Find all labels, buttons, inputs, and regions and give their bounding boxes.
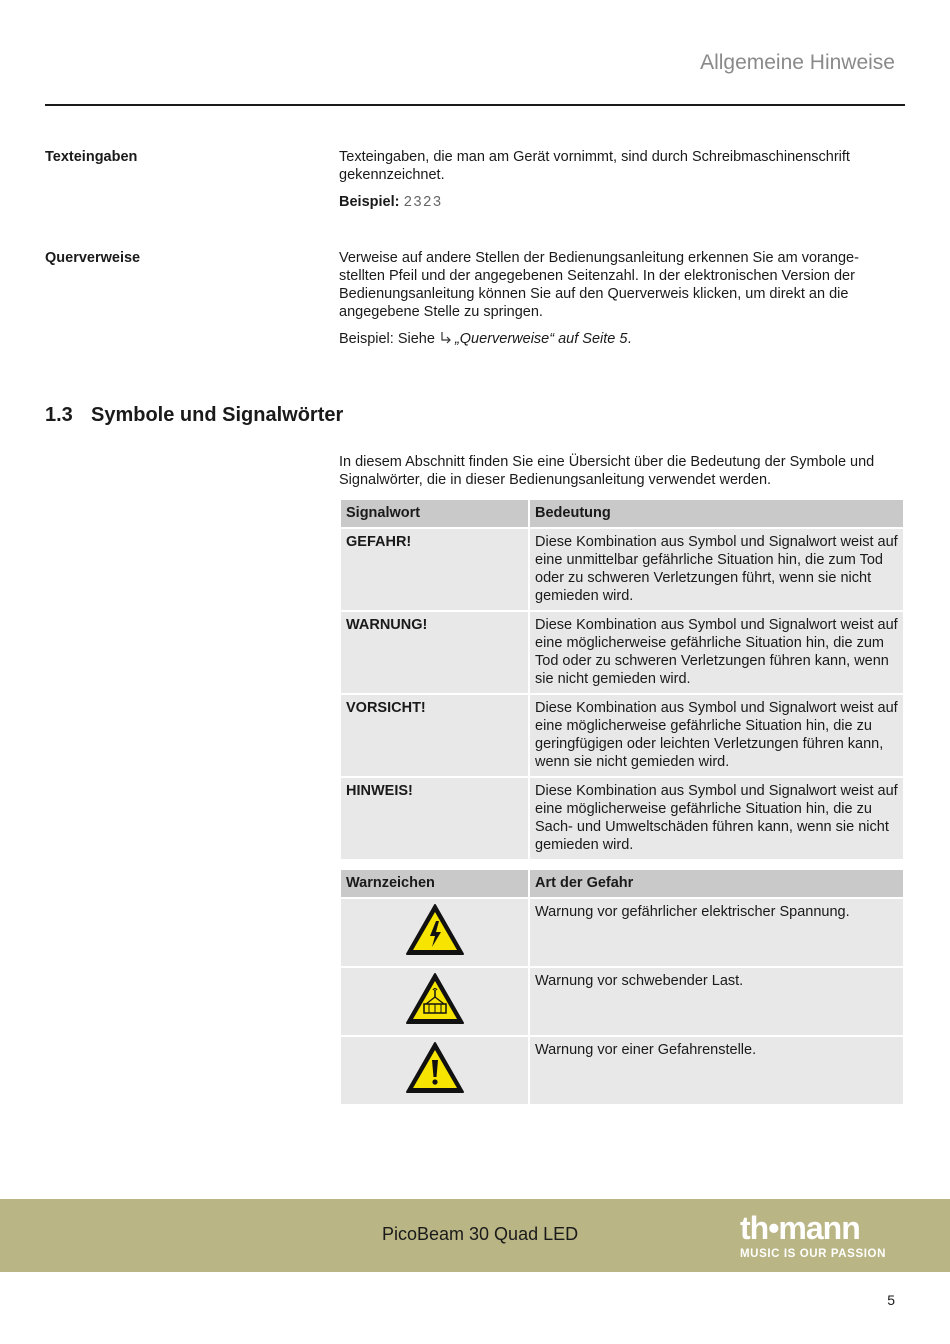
querverweise-example (339, 330, 884, 348)
hazard-description: Warnung vor gefährlicher elektrischer Spannung. (530, 899, 903, 966)
querverweise-description (339, 249, 884, 357)
general-danger-warning-icon (405, 1041, 465, 1095)
signal-word-table (339, 498, 905, 861)
warning-sign-table (339, 868, 905, 1106)
table-row (341, 1037, 903, 1104)
cross-reference-arrow-icon (439, 331, 453, 345)
column-header: Signalwort (341, 500, 528, 527)
signal-word: WARNUNG! (341, 612, 528, 693)
column-header: Art der Gefahr (530, 870, 903, 897)
table-row (341, 778, 903, 859)
table-row (341, 899, 903, 966)
table-row (341, 968, 903, 1035)
hazard-description: Warnung vor schwebender Last. (530, 968, 903, 1035)
texteingaben-label: Texteingaben (45, 149, 138, 165)
column-header: Bedeutung (530, 500, 903, 527)
page-number: 5 (887, 1292, 895, 1308)
signal-meaning: Diese Kombination aus Symbol und Signalwort weist auf eine unmittelbar gefährliche Situation hin, die zum Tod oder zu schweren Verletzungen führt, wenn sie nicht gemieden wird. (530, 529, 903, 610)
hazard-description: Warnung vor einer Gefahrenstelle. (530, 1037, 903, 1104)
table-header-row (341, 500, 903, 527)
warning-icon-cell (341, 1037, 528, 1104)
running-header: Allgemeine Hinweise (700, 51, 895, 74)
logo-tagline: MUSIC IS OUR PASSION (740, 1248, 886, 1260)
warning-icon-cell (341, 968, 528, 1035)
section-intro: In diesem Abschnitt finden Sie eine Übersicht über die Bedeutung der Symbole und Signalwörter, die in dieser Bedienungsanleitung verwendet werden. (339, 454, 875, 488)
section-heading (45, 402, 343, 428)
signal-word: GEFAHR! (341, 529, 528, 610)
signal-word: HINWEIS! (341, 778, 528, 859)
electric-voltage-warning-icon (405, 903, 465, 957)
section-title: Symbole und Signalwörter (91, 404, 344, 426)
example-value: 2323 (403, 195, 443, 211)
table-header-row (341, 870, 903, 897)
thomann-logo (740, 1212, 900, 1262)
texteingaben-description (339, 148, 884, 221)
table-row (341, 695, 903, 776)
table-row (341, 529, 903, 610)
signal-meaning: Diese Kombination aus Symbol und Signalwort weist auf eine möglicherweise gefährliche Situation hin, die zu Sach- und Umweltschäden führen kann, wenn sie nicht gemieden wird. (530, 778, 903, 859)
querverweise-body: Verweise auf andere Stellen der Bedienungsanleitung erkennen Sie am vorangestellten Pfeil und der angegebenen Seitenzahl. In der elektronischen Version der Bedienungsanleitung können Sie auf den Querverweis klicken, um direkt an die angegebene Stelle zu springen. (339, 250, 859, 320)
signal-meaning: Diese Kombination aus Symbol und Signalwort weist auf eine möglicherweise gefährliche Situation hin, die zum Tod oder zu schweren Verletzungen führen kann, wenn sie nicht gemieden wird. (530, 612, 903, 693)
signal-word: VORSICHT! (341, 695, 528, 776)
texteingaben-body: Texteingaben, die man am Gerät vornimmt, sind durch Schreibmaschinenschrift gekennzeichnet. (339, 149, 850, 183)
suspended-load-warning-icon (405, 972, 465, 1026)
example-suffix: . (627, 331, 632, 347)
section-number: 1.3 (45, 404, 73, 426)
example-prefix: Beispiel: Siehe (339, 331, 435, 347)
table-row (341, 612, 903, 693)
column-header: Warnzeichen (341, 870, 528, 897)
header-divider (45, 104, 905, 106)
texteingaben-example (339, 193, 884, 212)
product-name: PicoBeam 30 Quad LED (382, 1224, 579, 1244)
example-label: Beispiel: (339, 194, 400, 210)
querverweise-label: Querverweise (45, 250, 141, 266)
logo-wordmark: th•mann (740, 1210, 860, 1246)
signal-meaning: Diese Kombination aus Symbol und Signalwort weist auf eine möglicherweise gefährliche Situation hin, die zu geringfügigen oder leichten Verletzungen führen kann, wenn sie nicht gemieden wird. (530, 695, 903, 776)
warning-icon-cell (341, 899, 528, 966)
cross-reference-link[interactable]: „Querverweise“ auf Seite 5 (454, 331, 628, 347)
